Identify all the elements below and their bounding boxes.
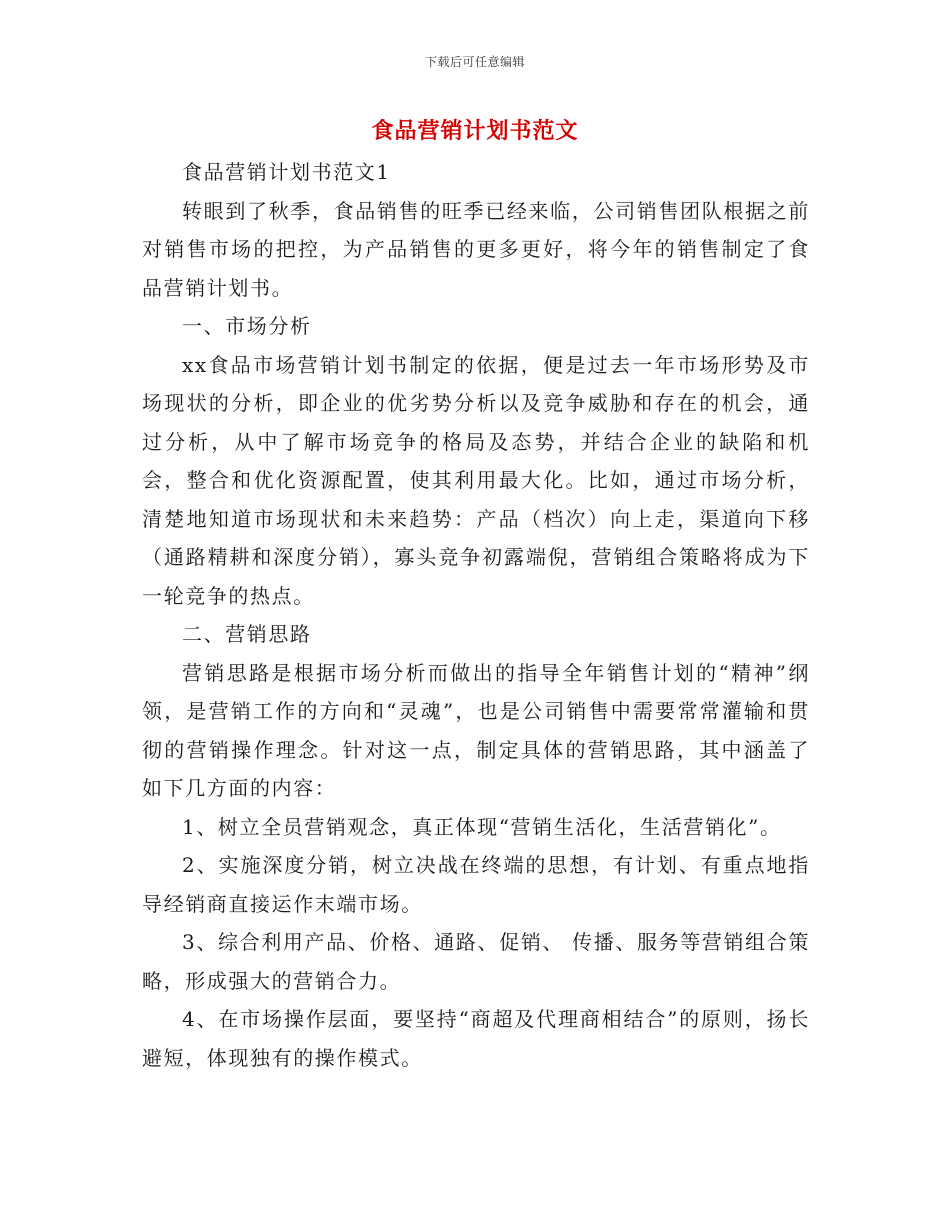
document-body [142,153,810,1077]
body-paragraph: 转眼到了秋季，食品销售的旺季已经来临，公司销售团队根据之前对销售市场的把控，为产品销售的更多更好，将今年的销售制定了食品营销计划书。 [142,198,810,300]
header-note: 下载后可任意编辑 [424,55,525,69]
section-heading: 食品营销计划书范文1 [182,160,391,184]
list-item: 2、实施深度分销，树立决战在终端的思想，有计划、有重点地指导经销商直接运作末端市场。 [142,853,810,916]
body-paragraph: xx食品市场营销计划书制定的依据，便是过去一年市场形势及市场现状的分析，即企业的优劣势分析以及竞争威胁和存在的机会，通过分析，从中了解市场竞争的格局及态势，并结合企业的缺陷和机会，整合和优化资源配置，使其利用最大化。比如，通过市场分析，清楚地知道市场现状和未来趋势：产品（档次）向上走，渠道向下移（通路精耕和深度分销），寡头竞争初露端倪，营销组合策略将成为下一轮竞争的热点。 [142,352,810,608]
list-item: 1、树立全员营销观念，真正体现“营销生活化，生活营销化”。 [182,814,782,839]
document-title: 食品营销计划书范文 [371,119,579,144]
list-item: 4、在市场操作层面，要坚持“商超及代理商相结合”的原则，扬长避短，体现独有的操作模式。 [142,1007,810,1070]
body-paragraph: 营销思路是根据市场分析而做出的指导全年销售计划的“精神”纲领，是营销工作的方向和“灵魂”，也是公司销售中需要常常灌输和贯彻的营销操作理念。针对这一点，制定具体的营销思路，其中涵盖了如下几方面的内容： [142,660,810,800]
section-heading: 一、市场分析 [182,314,312,338]
list-item: 3、综合利用产品、价格、通路、促销、 传播、服务等营销组合策略，形成强大的营销合力。 [142,930,810,993]
section-heading: 二、营销思路 [182,622,312,646]
